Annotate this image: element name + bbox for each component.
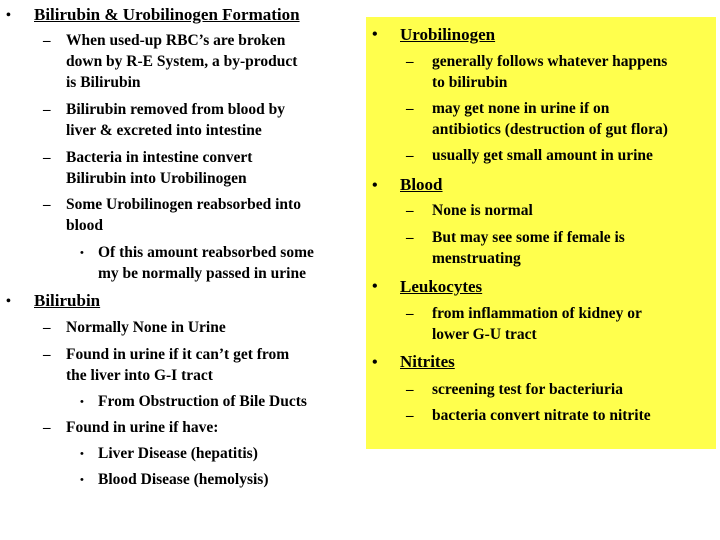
bullet-icon: •	[80, 474, 84, 486]
dash-icon: –	[406, 101, 414, 117]
leukocytes-point-1-line-1: from inflammation of kidney or	[432, 305, 642, 322]
dash-icon: –	[406, 54, 414, 70]
blood-heading: Blood	[400, 175, 443, 194]
bullet-icon: •	[372, 278, 378, 295]
bullet-icon: •	[6, 8, 11, 23]
dash-icon: –	[406, 148, 414, 164]
formation-point-4-line-2: blood	[66, 217, 104, 234]
dash-icon: –	[43, 420, 51, 436]
bullet-icon: •	[372, 177, 378, 194]
urobilinogen-point-1-line-2: to bilirubin	[432, 74, 508, 91]
blood-point-2-line-2: menstruating	[432, 250, 521, 267]
leukocytes-heading: Leukocytes	[400, 277, 483, 296]
bullet-icon: •	[6, 294, 11, 309]
formation-point-3-line-1: Bacteria in intestine convert	[66, 149, 253, 166]
dash-icon: –	[43, 197, 51, 213]
nitrites-point-2: bacteria convert nitrate to nitrite	[432, 407, 651, 424]
dash-icon: –	[406, 408, 414, 424]
leukocytes-point-1-line-2: lower G-U tract	[432, 326, 537, 343]
found-if-text: Found in urine if have:	[66, 419, 219, 436]
dash-icon: –	[406, 382, 414, 398]
bullet-icon: •	[372, 354, 378, 371]
bilirubin-point-2-line-2: the liver into G-I tract	[66, 367, 213, 384]
urobilinogen-point-2-line-2: antibiotics (destruction of gut flora)	[432, 121, 668, 138]
dash-icon: –	[406, 230, 414, 246]
urobilinogen-heading: Urobilinogen	[400, 25, 496, 44]
bullet-icon: •	[80, 396, 84, 408]
formation-point-1-line-1: When used-up RBC’s are broken	[66, 32, 286, 49]
urobilinogen-point-2-line-1: may get none in urine if on	[432, 100, 610, 117]
obstruction-text: From Obstruction of Bile Ducts	[98, 393, 307, 410]
dash-icon: –	[43, 33, 51, 49]
dash-icon: –	[43, 320, 51, 336]
nitrites-heading: Nitrites	[400, 352, 455, 371]
blood-point-1: None is normal	[432, 202, 533, 219]
dash-icon: –	[43, 347, 51, 363]
formation-point-4-line-1: Some Urobilinogen reabsorbed into	[66, 196, 301, 213]
dash-icon: –	[406, 306, 414, 322]
cause-blood: Blood Disease (hemolysis)	[98, 471, 269, 488]
formation-point-2-line-2: liver & excreted into intestine	[66, 122, 262, 139]
urobilinogen-point-3: usually get small amount in urine	[432, 147, 653, 164]
formation-point-1-line-3: is Bilirubin	[66, 74, 141, 91]
bilirubin-point-2-line-1: Found in urine if it can’t get from	[66, 346, 290, 363]
bilirubin-point-1: Normally None in Urine	[66, 319, 226, 336]
blood-point-2-line-1: But may see some if female is	[432, 229, 625, 246]
bilirubin-heading: Bilirubin	[34, 291, 101, 310]
formation-heading: Bilirubin & Urobilinogen Formation	[34, 5, 300, 24]
formation-point-2-line-1: Bilirubin removed from blood by	[66, 101, 286, 118]
highlight-panel	[366, 17, 716, 449]
formation-point-1-line-2: down by R-E System, a by-product	[66, 53, 298, 70]
bullet-icon: •	[372, 26, 378, 43]
formation-sub-line-1: Of this amount reabsorbed some	[98, 244, 314, 261]
cause-liver: Liver Disease (hepatitis)	[98, 445, 258, 462]
dash-icon: –	[406, 203, 414, 219]
dash-icon: –	[43, 102, 51, 118]
bullet-icon: •	[80, 247, 84, 259]
formation-point-3-line-2: Bilirubin into Urobilinogen	[66, 170, 247, 187]
nitrites-point-1: screening test for bacteriuria	[432, 381, 623, 398]
formation-sub-line-2: my be normally passed in urine	[98, 265, 306, 282]
urobilinogen-point-1-line-1: generally follows whatever happens	[432, 53, 668, 70]
dash-icon: –	[43, 150, 51, 166]
bullet-icon: •	[80, 448, 84, 460]
